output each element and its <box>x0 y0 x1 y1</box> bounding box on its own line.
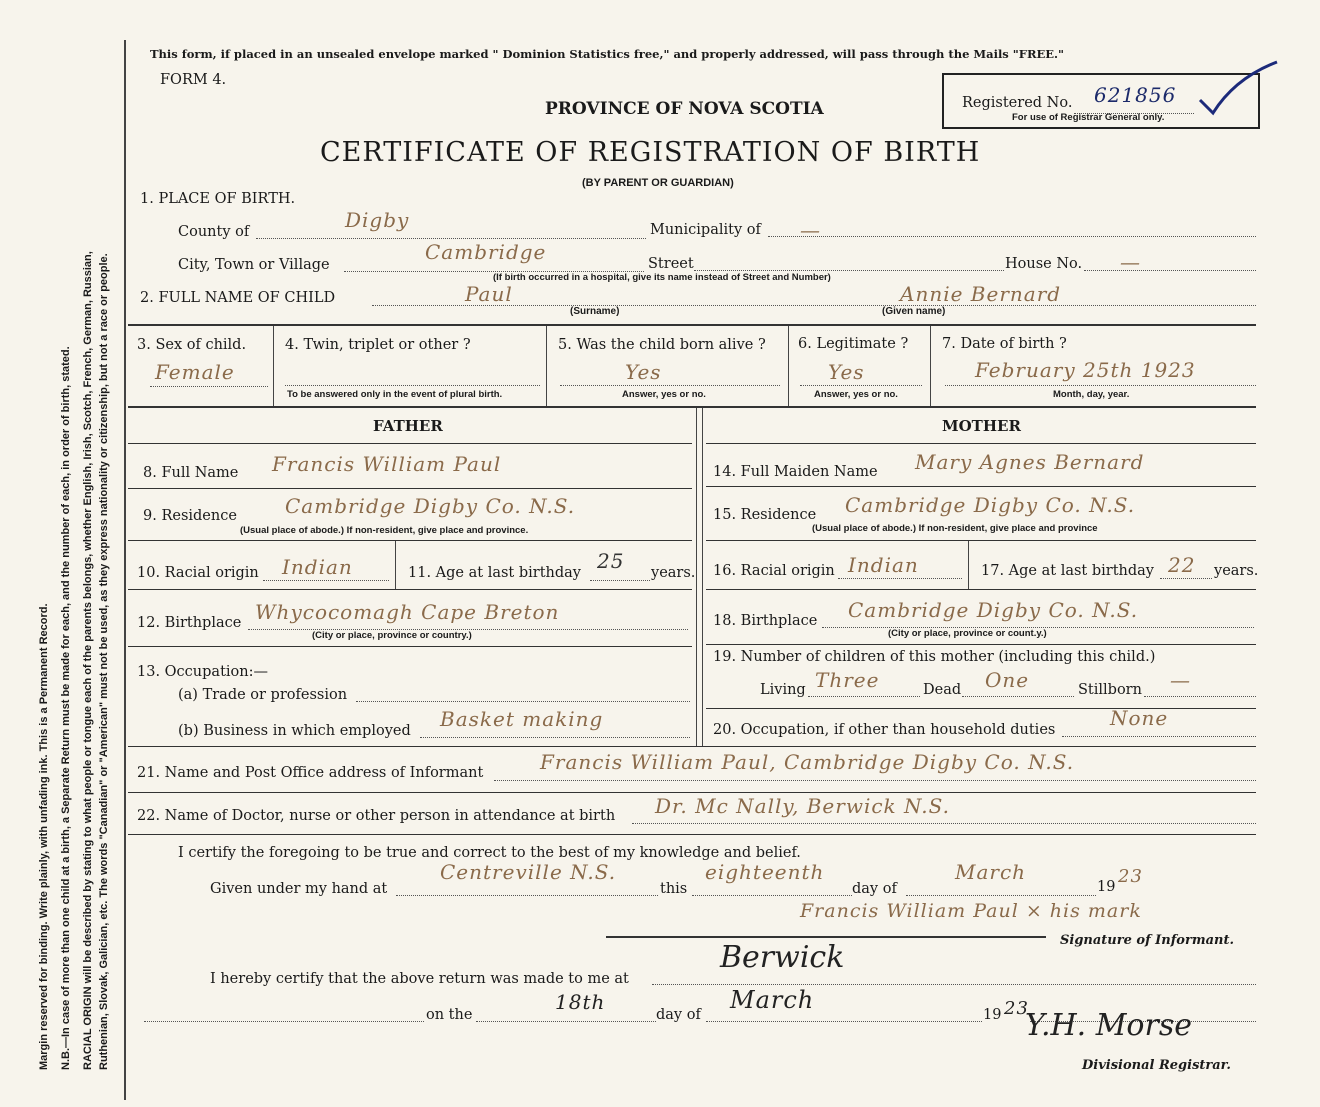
informant-value: Francis William Paul, Cambridge Digby Co. N.S. <box>540 750 1075 774</box>
house-label: House No. <box>1005 256 1083 272</box>
certify-day: eighteenth <box>705 860 825 884</box>
mother-occupation-value: None <box>1110 706 1169 730</box>
father-business-label: (b) Business in which employed <box>178 723 411 739</box>
certify-statement: I certify the foregoing to be true and correct to the best of my knowledge and belief. <box>178 845 801 861</box>
stillborn-label: Stillborn <box>1078 682 1142 698</box>
father-birthplace-value: Whycocomagh Cape Breton <box>255 600 560 624</box>
given-caption: (Given name) <box>882 306 946 317</box>
legitimate-label: 6. Legitimate ? <box>798 336 909 352</box>
dead-value: One <box>985 668 1030 692</box>
alive-label: 5. Was the child born alive ? <box>558 337 766 353</box>
legitimate-value: Yes <box>828 360 865 384</box>
margin-note-racial-origin-cont: Ruthenian, Slovak, Galician, etc. The words "Canadian" or "American" must not be used, as they express nationality or citizenship, but not a race or people. <box>98 253 110 1070</box>
mother-occupation-label: 20. Occupation, if other than household duties <box>713 722 1056 738</box>
registrar-signature: Y.H. Morse <box>1025 1008 1192 1043</box>
father-age-label: 11. Age at last birthday <box>408 565 581 581</box>
registrar-statement: I hereby certify that the above return was made to me at <box>210 971 629 987</box>
stillborn-value: — <box>1170 668 1191 692</box>
province-title: PROVINCE OF NOVA SCOTIA <box>545 99 824 119</box>
certify-year-prefix: 19 <box>1097 879 1116 895</box>
mother-age-label: 17. Age at last birthday <box>981 563 1154 579</box>
margin-note-binding: Margin reserved for binding. Write plainly, with unfading ink. This is a Permanent Record. <box>38 603 50 1070</box>
form-number: FORM 4. <box>160 72 227 88</box>
father-birthplace-label: 12. Birthplace <box>137 615 242 631</box>
father-trade-label: (a) Trade or profession <box>178 687 348 703</box>
registrar-note: For use of Registrar General only. <box>1012 112 1165 123</box>
municipality-value: — <box>800 218 821 242</box>
father-race-value: Indian <box>282 555 353 579</box>
mother-residence-caption: (Usual place of abode.) If non-resident, give place and province <box>812 523 1098 534</box>
father-business-value: Basket making <box>440 707 604 731</box>
twin-note: To be answered only in the event of plural birth. <box>287 389 503 400</box>
father-residence-value: Cambridge Digby Co. N.S. <box>285 494 576 518</box>
mail-notice: This form, if placed in an unsealed envelope marked " Dominion Statistics free," and properly addressed, will pass through the Mails "FREE." <box>150 47 1065 61</box>
this-label: this <box>660 881 688 897</box>
given-place: Centreville N.S. <box>440 860 617 884</box>
registrar-year: 23 <box>1004 998 1029 1019</box>
municipality-label: Municipality of <box>650 222 761 238</box>
father-residence-label: 9. Residence <box>143 508 237 524</box>
registrar-year-prefix: 19 <box>983 1007 1002 1023</box>
mother-age-years: years. <box>1214 563 1259 579</box>
mother-birthplace-label: 18. Birthplace <box>713 613 818 629</box>
mother-age-value: 22 <box>1168 553 1196 577</box>
given-label: Given under my hand at <box>210 881 388 897</box>
county-label: County of <box>178 224 250 240</box>
certify-day-of-label: day of <box>852 881 897 897</box>
city-label: City, Town or Village <box>178 257 330 273</box>
mother-children-label: 19. Number of children of this mother (including this child.) <box>713 649 1156 665</box>
mother-birthplace-caption: (City or place, province or count.y.) <box>888 628 1047 639</box>
check-mark-icon <box>1195 58 1280 118</box>
city-value: Cambridge <box>425 240 547 264</box>
father-birthplace-caption: (City or place, province or country.) <box>312 630 472 641</box>
certificate-title: CERTIFICATE OF REGISTRATION OF BIRTH <box>320 137 981 168</box>
father-occupation-label: 13. Occupation:— <box>137 664 268 680</box>
surname-caption: (Surname) <box>570 306 620 317</box>
registrar-day: 18th <box>555 990 606 1014</box>
county-value: Digby <box>345 208 410 232</box>
mother-birthplace-value: Cambridge Digby Co. N.S. <box>848 598 1139 622</box>
doctor-value: Dr. Mc Nally, Berwick N.S. <box>655 794 950 818</box>
father-age-years: years. <box>651 565 696 581</box>
doctor-label: 22. Name of Doctor, nurse or other person in attendance at birth <box>137 808 616 824</box>
dob-label: 7. Date of birth ? <box>942 336 1067 352</box>
place-heading: 1. PLACE OF BIRTH. <box>140 191 296 207</box>
dob-caption: Month, day, year. <box>1053 389 1130 400</box>
hospital-note: (If birth occurred in a hospital, give its name instead of Street and Number) <box>493 272 831 283</box>
living-value: Three <box>815 668 880 692</box>
father-heading: FATHER <box>373 417 443 435</box>
certificate-subtitle: (BY PARENT OR GUARDIAN) <box>582 177 734 189</box>
legitimate-caption: Answer, yes or no. <box>814 389 898 400</box>
mother-name-value: Mary Agnes Bernard <box>915 450 1145 474</box>
registrar-caption: Divisional Registrar. <box>1082 1058 1231 1073</box>
alive-caption: Answer, yes or no. <box>622 389 706 400</box>
registrar-month: March <box>730 986 815 1014</box>
mother-race-value: Indian <box>848 553 919 577</box>
house-value: — <box>1120 250 1141 274</box>
registered-label: Registered No. <box>962 95 1073 111</box>
certify-month: March <box>955 860 1027 884</box>
child-surname: Paul <box>465 282 513 306</box>
street-label: Street <box>648 256 694 272</box>
child-given-name: Annie Bernard <box>900 282 1062 306</box>
father-race-label: 10. Racial origin <box>137 565 259 581</box>
margin-note-plural-birth: N.B.—In case of more than one child at a birth, a Separate Return must be made for each, and the number of each, in order of birth, stated. <box>60 346 72 1070</box>
margin-note-racial-origin: RACIAL ORIGIN will be described by stating to what people or tongue each of the parents belongs, whether English, Irish, Scotch, French, German, Russian, <box>82 251 94 1070</box>
father-name-label: 8. Full Name <box>143 465 239 481</box>
parents-divider <box>696 408 697 746</box>
mother-race-label: 16. Racial origin <box>713 563 835 579</box>
registrar-place: Berwick <box>720 940 845 975</box>
child-name-label: 2. FULL NAME OF CHILD <box>140 290 336 306</box>
margin-rule <box>124 40 126 1100</box>
sex-value: Female <box>155 360 235 384</box>
twin-label: 4. Twin, triplet or other ? <box>285 337 471 353</box>
informant-label: 21. Name and Post Office address of Informant <box>137 765 484 781</box>
living-label: Living <box>760 682 806 698</box>
mother-residence-value: Cambridge Digby Co. N.S. <box>845 493 1136 517</box>
mother-residence-label: 15. Residence <box>713 507 817 523</box>
father-residence-caption: (Usual place of abode.) If non-resident, give place and province. <box>240 525 529 536</box>
alive-value: Yes <box>625 360 662 384</box>
sex-label: 3. Sex of child. <box>137 337 247 353</box>
registrar-day-of-label: day of <box>656 1007 701 1023</box>
dead-label: Dead <box>923 682 962 698</box>
father-name-value: Francis William Paul <box>272 452 502 476</box>
mother-name-label: 14. Full Maiden Name <box>713 464 878 480</box>
signature-caption: Signature of Informant. <box>1060 933 1234 948</box>
certify-year: 23 <box>1118 866 1143 887</box>
informant-signature: Francis William Paul × his mark <box>800 900 1142 922</box>
dob-value: February 25th 1923 <box>975 358 1196 382</box>
father-age-value: 25 <box>597 549 625 573</box>
registered-number: 621856 <box>1094 83 1177 107</box>
on-the-label: on the <box>426 1007 473 1023</box>
mother-heading: MOTHER <box>942 417 1021 435</box>
